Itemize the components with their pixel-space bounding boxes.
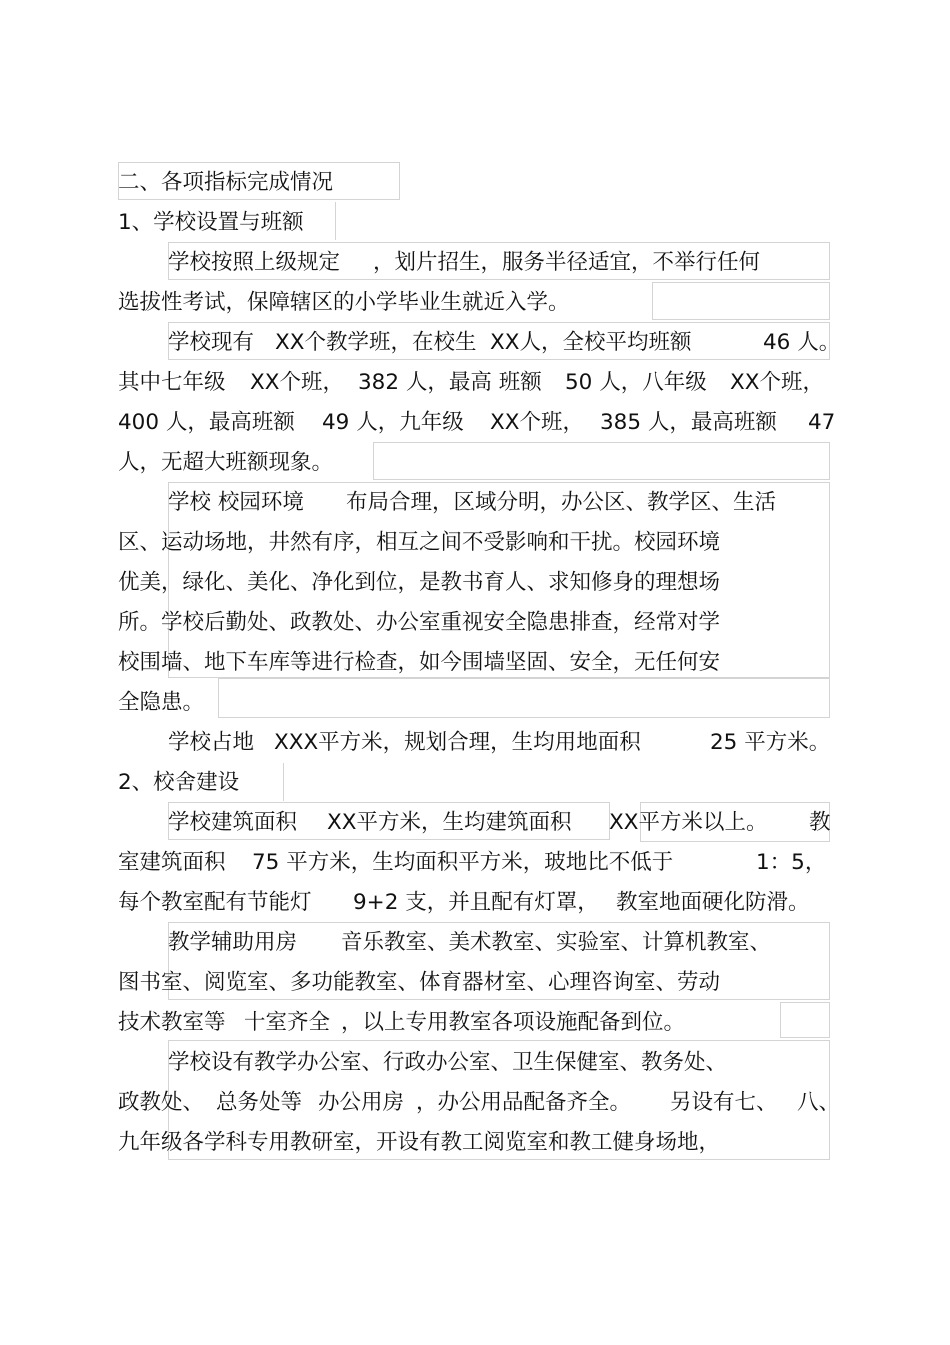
text-segment: 学校按照上级规定 — [168, 250, 341, 275]
text-segment: 9+2 支，并且配有灯罩， — [353, 890, 599, 915]
text-line — [0, 1043, 950, 1083]
text-segment: XX个班， — [250, 370, 344, 395]
text-segment: 教 — [809, 810, 831, 835]
text-segment: 其中七年级 — [118, 370, 226, 395]
text-segment: 教学辅助用房 — [168, 930, 298, 955]
text-line — [0, 603, 950, 643]
text-line — [0, 563, 950, 603]
text-line — [0, 363, 950, 403]
text-segment: 400 人，最高班额 — [118, 410, 295, 435]
text-segment: 46 人。 — [763, 330, 841, 355]
text-line — [0, 643, 950, 683]
text-segment: 校围墙、地下车库等进行检查，如今围墙坚固、安全，无任何安 — [118, 650, 721, 675]
text-segment: XX人，全校平均班额 — [490, 330, 692, 355]
text-segment: 75 平方米，生均面积平方米，玻地比不低于 — [252, 850, 674, 875]
text-line — [0, 1003, 950, 1043]
text-line — [0, 763, 950, 803]
text-line — [0, 523, 950, 563]
text-segment: 学校设有教学办公室、行政办公室、卫生保健室、教务处、 — [168, 1050, 728, 1075]
text-segment: 25 平方米。 — [710, 730, 831, 755]
text-segment: XX个教学班，在校生 — [275, 330, 477, 355]
text-segment: 学校占地 — [168, 730, 255, 755]
text-segment: 办公用房 — [318, 1090, 405, 1115]
text-segment: 总务处等 — [216, 1090, 303, 1115]
text-segment: 每个教室配有节能灯 — [118, 890, 312, 915]
text-segment: 学校 校园环境 — [168, 490, 304, 515]
text-segment: 另设有七、 — [670, 1090, 778, 1115]
text-segment: 十室齐全 — [244, 1010, 331, 1035]
text-segment: 室建筑面积 — [118, 850, 226, 875]
text-segment: 1：5， — [756, 850, 827, 875]
text-segment: ，办公用品配备齐全。 — [416, 1090, 632, 1115]
text-line — [0, 323, 950, 363]
text-segment: 区、运动场地，井然有序，相互之间不受影响和干扰。校园环境 — [118, 530, 721, 555]
text-line — [0, 443, 950, 483]
text-line — [0, 283, 950, 323]
text-segment: 政教处、 — [118, 1090, 205, 1115]
text-segment: 教室地面硬化防滑。 — [616, 890, 810, 915]
text-line — [0, 883, 950, 923]
text-segment: 47 — [808, 410, 836, 435]
text-segment: 布局合理，区域分明，办公区、教学区、生活 — [346, 490, 777, 515]
text-line — [0, 483, 950, 523]
text-segment: 音乐教室、美术教室、实验室、计算机教室、 — [341, 930, 772, 955]
text-segment: 学校现有 — [168, 330, 255, 355]
text-segment: ，划片招生，服务半径适宜，不举行任何 — [373, 250, 761, 275]
text-segment: 385 人，最高班额 — [600, 410, 777, 435]
text-segment: 382 人，最高 班额 — [358, 370, 542, 395]
text-line — [0, 243, 950, 283]
text-segment: 八、 — [797, 1090, 841, 1115]
text-segment: 优美，绿化、美化、净化到位，是教书育人、求知修身的理想场 — [118, 570, 721, 595]
text-line — [0, 403, 950, 443]
text-line — [0, 963, 950, 1003]
text-segment: XX平方米以上。 — [609, 810, 768, 835]
text-segment: 所。学校后勤处、政教处、办公室重视安全隐患排查，经常对学 — [118, 610, 721, 635]
text-segment: 49 人，九年级 — [322, 410, 464, 435]
text-line — [0, 723, 950, 763]
text-segment: 技术教室等 — [118, 1010, 226, 1035]
text-line — [0, 683, 950, 723]
text-segment: 2、校舍建设 — [118, 770, 240, 795]
text-line — [0, 1083, 950, 1123]
text-segment: XX平方米，生均建筑面积 — [327, 810, 572, 835]
text-segment: ，以上专用教室各项设施配备到位。 — [341, 1010, 686, 1035]
text-segment: XX个班， — [730, 370, 824, 395]
text-line — [0, 203, 950, 243]
text-segment: 九年级各学科专用教研室，开设有教工阅览室和教工健身场地， — [118, 1130, 721, 1155]
text-line — [0, 843, 950, 883]
text-segment: XX个班， — [490, 410, 584, 435]
text-segment: 全隐患。 — [118, 690, 205, 715]
text-segment: 50 人，八年级 — [565, 370, 707, 395]
text-segment: 学校建筑面积 — [168, 810, 298, 835]
text-line — [0, 1123, 950, 1163]
text-segment: 图书室、阅览室、多功能教室、体育器材室、心理咨询室、劳动 — [118, 970, 721, 995]
text-segment: 人，无超大班额现象。 — [118, 450, 334, 475]
text-line — [0, 803, 950, 843]
text-segment: 选拔性考试，保障辖区的小学毕业生就近入学。 — [118, 290, 570, 315]
text-segment: 1、学校设置与班额 — [118, 210, 304, 235]
text-line — [0, 163, 950, 203]
text-segment: 二、各项指标完成情况 — [118, 170, 334, 195]
text-line — [0, 923, 950, 963]
text-segment: XXX平方米，规划合理，生均用地面积 — [274, 730, 641, 755]
